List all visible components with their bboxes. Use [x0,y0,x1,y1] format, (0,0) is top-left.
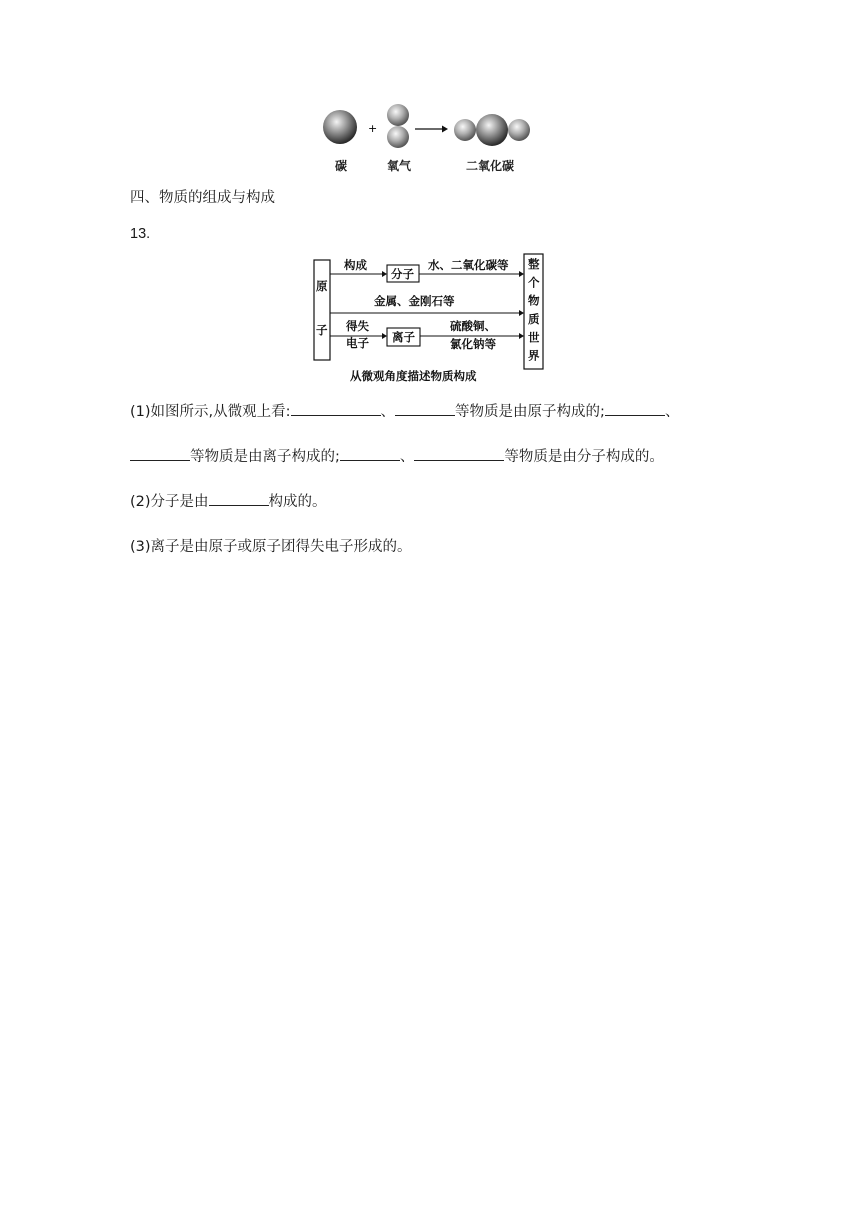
matter-world-char: 质 [528,312,540,326]
middle-arrow-head [519,310,524,316]
atom-box [314,260,330,360]
oxygen-atom-icon [508,119,530,141]
q1-line2-mid: 等物质是由离子构成的; [190,449,340,465]
q3-line: (3)离子是由原子或原子团得失电子形成的。 [130,539,412,555]
matter-world-char: 物 [528,293,540,308]
answer-blank[interactable] [130,446,190,462]
oxygen-atom-icon [387,104,409,126]
plus-sign: + [368,122,378,135]
bottom-arrow-label-2: 电子 [346,336,369,350]
carbon-dioxide-label: 二氧化碳 [466,159,515,173]
q1-line2-end: 等物质是由分子构成的。 [504,449,664,465]
answer-blank[interactable] [209,491,269,507]
oxygen-atom-icon [454,119,476,141]
top-arrow-1-head [382,271,387,277]
molecule-box-label: 分子 [391,267,414,281]
separator: 、 [664,404,680,420]
atom-box-char-2: 子 [316,323,328,337]
answer-blank[interactable] [291,401,381,417]
bottom-arrow-label-1: 得失 [346,319,369,333]
separator: 、 [399,449,415,465]
answer-blank[interactable] [605,401,665,417]
ion-examples-line1: 硫酸铜、 [450,319,496,333]
matter-world-char: 个 [528,275,540,290]
section-heading: 四、物质的组成与构成 [130,190,275,206]
matter-world-char: 界 [528,348,540,363]
q2-prefix: (2)分子是由 [130,494,209,510]
top-arrow-2-head [519,271,524,277]
carbon-atom-icon [476,114,508,146]
q1-prefix: (1)如图所示,从微观上看: [130,404,291,420]
atom-box-char-1: 原 [316,279,328,293]
separator: 、 [380,404,396,420]
answer-blank[interactable] [395,401,455,417]
matter-structure-diagram [312,252,548,387]
carbon-atom-icon [323,110,357,144]
q2-suffix: 构成的。 [268,494,327,510]
q1-line1 [130,400,679,421]
q2-line [130,490,327,511]
matter-world-label [528,257,540,363]
reaction-illustration [318,100,543,160]
matter-world-char: 世 [528,330,540,345]
diagram-caption: 从微观角度描述物质构成 [350,369,477,383]
bottom-arrow-2-head [519,333,524,339]
q1-mid: 等物质是由原子构成的; [455,404,605,420]
molecule-examples: 水、二氧化碳等 [428,258,509,272]
ion-examples-line2: 氯化钠等 [450,337,496,351]
oxygen-atom-icon [387,126,409,148]
reaction-figure [318,100,543,180]
oxygen-label: 氧气 [387,159,412,173]
top-arrow-label: 构成 [344,258,367,272]
matter-world-char: 整 [528,257,540,271]
question-number: 13. [130,226,151,242]
answer-blank[interactable] [414,446,504,462]
bottom-arrow-1-head [382,333,387,339]
ion-box-label: 离子 [392,330,415,344]
middle-examples: 金属、金刚石等 [374,294,455,308]
carbon-label: 碳 [335,159,348,173]
reaction-arrow-head [442,126,448,133]
answer-blank[interactable] [340,446,400,462]
q1-line2 [130,445,664,466]
